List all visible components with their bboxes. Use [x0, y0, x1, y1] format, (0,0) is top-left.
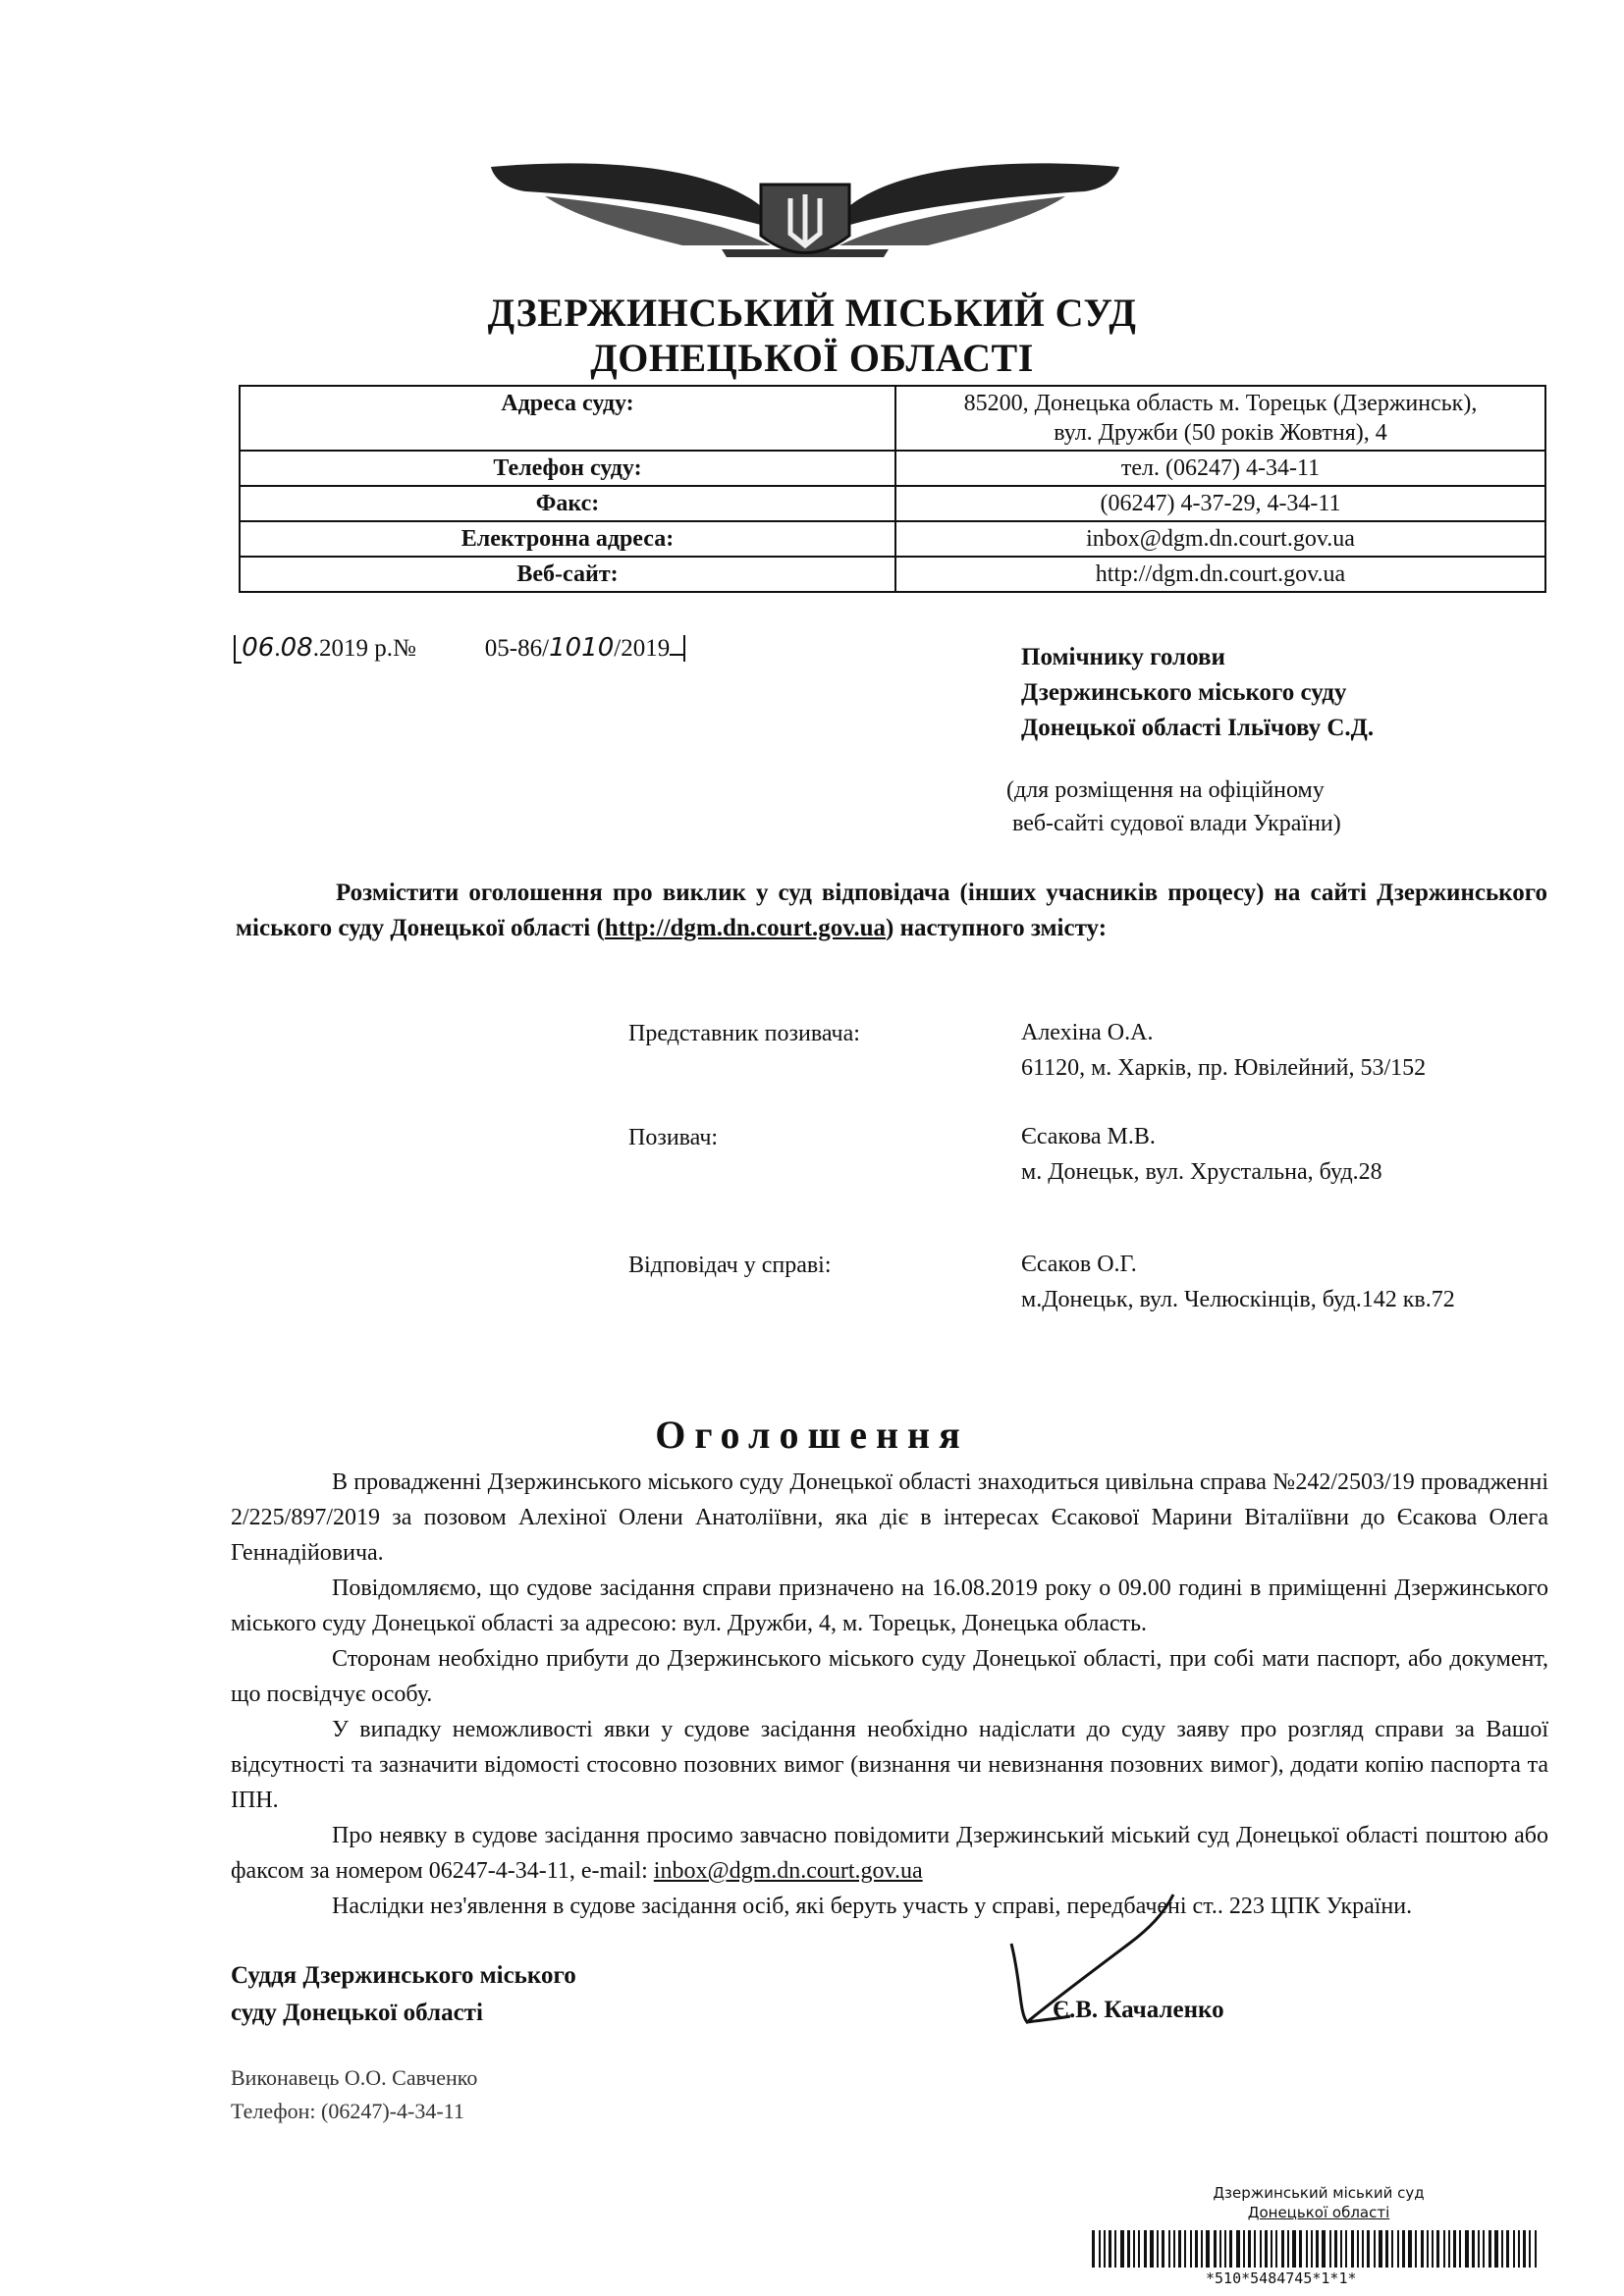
party-name: Єсаков О.Г. — [1021, 1252, 1137, 1277]
announcement-heading: Оголошення — [655, 1413, 969, 1457]
fax-value: (06247) 4-37-29, 4-34-11 — [895, 486, 1545, 521]
email-label: Електронна адреса: — [240, 521, 895, 557]
court-emblem — [486, 137, 1124, 275]
address-label: Адреса суду: — [240, 386, 895, 451]
ref-number-handwritten: 1010 — [549, 633, 615, 663]
party-representative — [1021, 1015, 1426, 1086]
party-defendant — [1021, 1247, 1455, 1317]
judge-name: Є.В. Качаленко — [1053, 1997, 1224, 2023]
stamp-line2: Донецької області — [1247, 2204, 1390, 2221]
request-paragraph — [236, 876, 1547, 946]
phone-label: Телефон суду: — [240, 451, 895, 486]
executor-name: Виконавець О.О. Савченко — [231, 2065, 478, 2090]
stamp-line1: Дзержинський міський суд — [1213, 2184, 1425, 2202]
court-name-line1: ДЗЕРЖИНСЬКИЙ МІСЬКИЙ СУД — [487, 291, 1137, 335]
executor-phone: Телефон: (06247)-4-34-11 — [231, 2099, 464, 2123]
email-value: inbox@dgm.dn.court.gov.ua — [895, 521, 1545, 557]
party-label-representative: Представник позивача: — [628, 1021, 860, 1046]
party-plaintiff — [1021, 1119, 1382, 1190]
addressee-line3: Донецької області Ільїчову С.Д. — [1021, 715, 1375, 741]
judge-title-line1: Суддя Дзержинського міського — [231, 1962, 576, 1989]
party-address: 61120, м. Харків, пр. Ювілейний, 53/152 — [1021, 1055, 1427, 1081]
contact-table — [239, 385, 1546, 593]
judge-title-line2: суду Донецької області — [231, 2000, 483, 2026]
announcement-paragraph: Сторонам необхідно прибути до Дзержинського міського суду Донецької області, при собі мати паспорт, або документ, що посвідчує особу. — [231, 1646, 1548, 1707]
request-text-1: Розмістити оголошення про виклик у суд відповідача (інших учасників процесу) на сайті Дзержинського міського суду Донецької області ( — [236, 880, 1547, 941]
website-label: Веб-сайт: — [240, 557, 895, 592]
judge-title — [231, 1957, 576, 2032]
table-row — [240, 557, 1545, 592]
party-label-defendant: Відповідач у справі: — [628, 1253, 832, 1278]
address-line1: 85200, Донецька область м. Торецьк (Дзержинськ), — [963, 391, 1478, 416]
announcement-body — [231, 1465, 1548, 1924]
registry-stamp — [1206, 2183, 1432, 2222]
contact-text: Про неявку в судове засідання просимо завчасно повідомити Дзержинський міський суд Донецької області поштою або факсом за номером 06247-4-34-11, e-mail: — [231, 1823, 1548, 1884]
purpose-line2: веб-сайті судової влади України) — [1012, 811, 1341, 836]
ref-number-suffix: /2019 — [614, 635, 671, 662]
table-row — [240, 451, 1545, 486]
party-name: Єсакова М.В. — [1021, 1124, 1156, 1149]
announcement-paragraph: Наслідки нез'явлення в судове засідання осіб, які беруть участь у справі, передбачені ст.. 223 ЦПК України. — [332, 1894, 1413, 1919]
table-row — [240, 386, 1545, 451]
fax-label: Факс: — [240, 486, 895, 521]
party-address: м.Донецьк, вул. Челюскінців, буд.142 кв.72 — [1021, 1287, 1455, 1312]
announcement-paragraph: Повідомляємо, що судове засідання справи призначено на 16.08.2019 року о 09.00 годині в приміщенні Дзержинського міського суду Донецької області за адресою: вул. Дружби, 4, м. Торецьк, Донецька область. — [231, 1575, 1548, 1636]
address-value — [895, 386, 1545, 451]
table-row — [240, 521, 1545, 557]
announcement-paragraph: У випадку неможливості явки у судове засідання необхідно надіслати до суду заяву про розгляд справи за Вашої відсутності та зазначити відомості стосовно позовних вимог (визнання чи невизнання позовних вимог), додати копію паспорта та ІПН. — [231, 1717, 1548, 1813]
phone-value: тел. (06247) 4-34-11 — [895, 451, 1545, 486]
party-label-plaintiff: Позивач: — [628, 1125, 719, 1150]
party-address: м. Донецьк, вул. Хрустальна, буд.28 — [1021, 1159, 1382, 1185]
email-link[interactable]: inbox@dgm.dn.court.gov.ua — [653, 1858, 923, 1884]
table-row — [240, 486, 1545, 521]
addressee-line2: Дзержинського міського суду — [1021, 679, 1347, 706]
request-link[interactable]: http://dgm.dn.court.gov.ua — [604, 915, 887, 941]
announcement-paragraph: В провадженні Дзержинського міського суду Донецької області знаходиться цивільна справа №242/2503/19 провадженні 2/225/897/2019 за позовом Алехіної Олени Анатоліївни, яка діє в інтересах Єсакової Марини Віталіївни до Єсакова Олега Геннадійовича. — [231, 1469, 1548, 1566]
ref-day: 06 — [242, 633, 275, 663]
barcode — [1092, 2230, 1543, 2268]
website-value: http://dgm.dn.court.gov.ua — [895, 557, 1545, 592]
ref-year: .2019 р.№ — [312, 635, 416, 662]
purpose-line1: (для розміщення на офіційному — [1006, 777, 1325, 803]
party-name: Алехіна О.А. — [1021, 1020, 1154, 1045]
announcement-paragraph — [231, 1818, 1548, 1889]
addressee-line1: Помічнику голови — [1021, 644, 1225, 670]
address-line2: вул. Дружби (50 років Жовтня), 4 — [1054, 420, 1387, 446]
purpose-note — [1006, 774, 1341, 840]
request-text-2: ) наступного змісту: — [886, 915, 1108, 941]
executor-info — [231, 2061, 477, 2128]
addressee — [1021, 640, 1374, 746]
ref-number-prefix: 05-86/ — [484, 635, 550, 662]
reference-number: 06.08.2019 р.№ 05-86/1010/2019 — [234, 633, 691, 663]
ref-month: 08 — [280, 633, 313, 663]
barcode-number: *510*5484745*1*1* — [1206, 2269, 1357, 2287]
court-name-line2: ДОНЕЦЬКОЇ ОБЛАСТІ — [590, 336, 1034, 380]
